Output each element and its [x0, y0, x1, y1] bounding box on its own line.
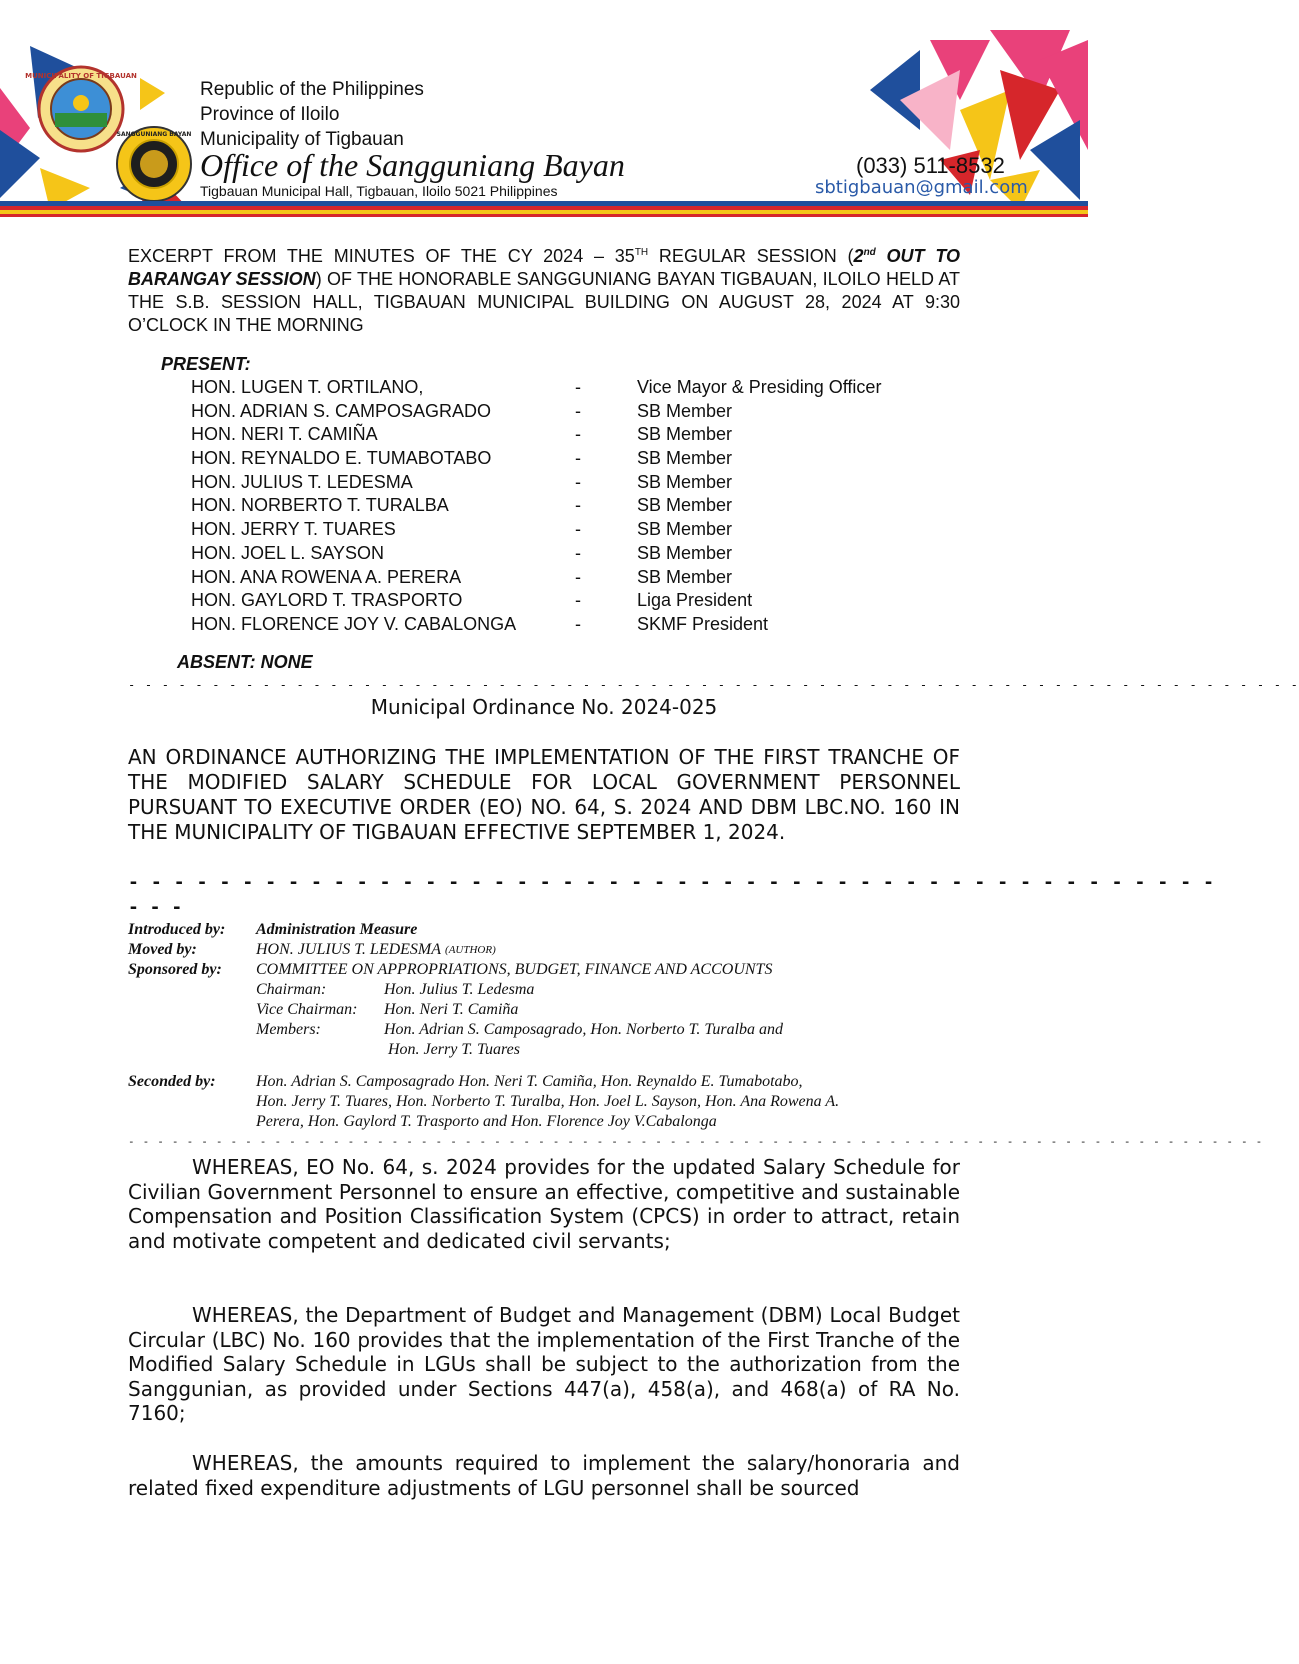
- sangguniang-bayan-seal-logo: [115, 125, 193, 203]
- whereas-paragraph: WHEREAS, the Department of Budget and Management (DBM) Local Budget Circular (LBC) No. 160 provides that the implementation of the First Tranche of the Modified Salary Schedule in LGUs shall be subject to the authorization from the Sanggunian, as provided under Sections 447(a), 458(a), and 468(a) of RA No. 7160;: [128, 1303, 960, 1426]
- seal-text: SANGGUNIANG BAYAN: [116, 131, 192, 138]
- session-excerpt: EXCERPT FROM THE MINUTES OF THE CY 2024 – 35TH REGULAR SESSION (2nd OUT TO BARANGAY SESSION) OF THE HONORABLE SANGGUNIANG BAYAN TIGBAUAN, ILOILO HELD AT THE S.B. SESSION HALL, TIGBAUAN MUNICIPAL BUILDING ON AUGUST 28, 2024 AT 9:30 O’CLOCK IN THE MORNING: [128, 246, 961, 335]
- list-item: HON. NERI T. CAMIÑA - SB Member: [191, 424, 733, 445]
- list-item: HON. NORBERTO T. TURALBA - SB Member: [191, 495, 733, 516]
- seal-text: MUNICIPALITY OF TIGBAUAN: [25, 72, 137, 80]
- province-line: Province of Iloilo: [200, 104, 340, 125]
- whereas-paragraph: WHEREAS, the amounts required to implement the salary/honoraria and related fixed expenditure adjustments of LGU personnel shall be sourced: [128, 1451, 960, 1500]
- separator-line: - - - - - - - - - - - - - - - - - - - - - - - - - - - - - - - - - - - - - - - - - - - - - - - - - - - - - - - - - - - - - - - - - - - - - -: [128, 678, 1299, 692]
- absent-line: ABSENT: NONE: [177, 652, 313, 672]
- list-item: HON. GAYLORD T. TRASPORTO - Liga President: [191, 590, 753, 611]
- office-address: Tigbauan Municipal Hall, Tigbauan, Iloilo 5021 Philippines: [200, 183, 558, 199]
- republic-line: Republic of the Philippines: [200, 79, 424, 100]
- ordinance-title: AN ORDINANCE AUTHORIZING THE IMPLEMENTATION OF THE FIRST TRANCHE OF THE MODIFIED SALARY SCHEDULE FOR LOCAL GOVERNMENT PERSONNEL PURSUANT TO EXECUTIVE ORDER (EO) NO. 64, S. 2024 AND DBM LBC.NO. 160 IN THE MUNICIPALITY OF TIGBAUAN EFFECTIVE SEPTEMBER 1, 2024.: [128, 745, 960, 844]
- list-item: HON. JERRY T. TUARES - SB Member: [191, 519, 733, 540]
- list-item: HON. LUGEN T. ORTILANO, - Vice Mayor & Presiding Officer: [191, 377, 882, 397]
- office-title: Office of the Sangguniang Bayan: [200, 147, 625, 183]
- list-item: HON. JULIUS T. LEDESMA - SB Member: [191, 471, 733, 492]
- separator-line: - - - - - - - - - - - - - - - - - - - - - - - - - - - - - - - - - - - - - - - - - - - - - - - - - - - - - - - - - - - - - - - - - - - - - - - - - - - - - -: [128, 1135, 1263, 1148]
- office-email: sbtigbauan@gmail.com: [815, 177, 1028, 198]
- list-item: HON. FLORENCE JOY V. CABALONGA - SKMF President: [191, 613, 769, 634]
- header-stripe-red-2: [0, 214, 1088, 217]
- list-item: HON. ANA ROWENA A. PERERA - SB Member: [191, 566, 733, 587]
- whereas-paragraph: WHEREAS, EO No. 64, s. 2024 provides for the updated Salary Schedule for Civilian Government Personnel to ensure an effective, competitive and sustainable Compensation and Position Classification System (CPCS) in order to attract, retain and motivate competent and dedicated civil servants;: [128, 1155, 960, 1253]
- present-members-list: [191, 376, 951, 637]
- list-item: HON. ADRIAN S. CAMPOSAGRADO - SB Member: [191, 400, 733, 421]
- separator-line: - - -: [128, 897, 183, 918]
- ordinance-number: Municipal Ordinance No. 2024-025: [370, 695, 718, 719]
- municipal-seal-logo: [25, 65, 137, 153]
- separator-line: - - - - - - - - - - - - - - - - - - - - - - - - - - - - - - - - - - - - - - - - - - - - - - - -: [128, 872, 1215, 893]
- list-item: HON. REYNALDO E. TUMABOTABO - SB Member: [191, 448, 733, 469]
- present-heading: PRESENT:: [161, 354, 251, 374]
- municipality-line: Municipality of Tigbauan: [200, 129, 404, 150]
- office-phone: (033) 511-8532: [856, 153, 1005, 178]
- credits-block: Introduced by: Administration Measure Moved by: HON. JULIUS T. LEDESMA (AUTHOR) Sponsored by: COMMITTEE ON APPROPRIATIONS, BUDGET, FINANCE AND ACCOUNTS Chairman: Hon. Julius T. Ledesma Vice Chairman: Hon. Neri T. Camiña Members: Hon. Adrian S. Camposagrado, Hon. Norberto T. Turalba and Hon. Jerry T. Tuares Seconded by: Hon. Adrian S. Camposagrado Hon. Neri T. Camiña, Hon. Reynaldo E. Tumabotabo, Hon. Jerry T. Tuares, Hon. Norberto T. Turalba, Hon. Joel L. Sayson, Hon. Ana Rowena A. Perera, Hon. Gaylord T. Trasporto and Hon. Florence Joy V.Cabalonga: [128, 921, 840, 1130]
- list-item: HON. JOEL L. SAYSON - SB Member: [191, 542, 733, 563]
